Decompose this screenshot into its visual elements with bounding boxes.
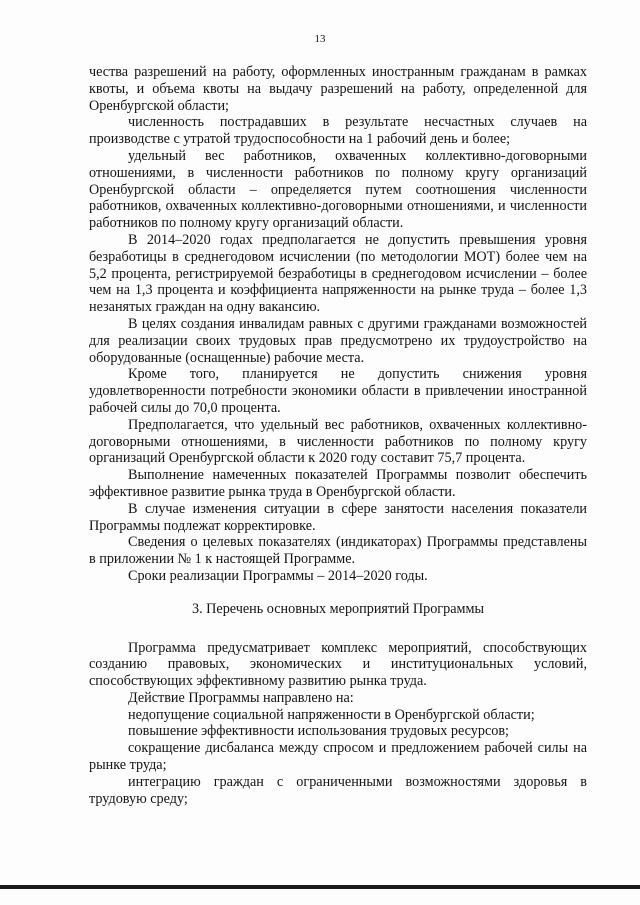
scan-edge-divider <box>0 885 640 889</box>
paragraph: В случае изменения ситуации в сфере занятости населения показатели Программы подлежат корректировке. <box>89 500 587 534</box>
paragraph: Предполагается, что удельный вес работников, охваченных коллективно-договорными отношениями, в численности работников по полному кругу организаций Оренбургской области к 2020 году составит 75,7 процента. <box>89 416 587 467</box>
list-item: интеграцию граждан с ограниченными возможностями здоровья в трудовую среду; <box>89 773 587 807</box>
list-item: сокращение дисбаланса между спросом и предложением рабочей силы на рынке труда; <box>89 740 587 774</box>
paragraph: Сведения о целевых показателях (индикаторах) Программы представлены в приложении № 1 к настоящей Программе. <box>89 534 587 568</box>
paragraph: В 2014–2020 годах предполагается не допустить превышения уровня безработицы в среднегодовом исчислении (по методологии МОТ) более чем на 5,2 процента, регистрируемой безработицы в среднегодовом исчислении – более чем на 1,3 процента и коэффициента напряженности на рынке труда – более 1,3 незанятых граждан на одну вакансию. <box>89 231 587 316</box>
paragraph: чества разрешений на работу, оформленных иностранным гражданам в рамках квоты, и объема квоты на выдачу разрешений на работу, определенной для Оренбургской области; <box>89 64 587 114</box>
paragraph: Сроки реализации Программы – 2014–2020 годы. <box>128 567 428 584</box>
list-item: повышение эффективности использования трудовых ресурсов; <box>128 723 510 740</box>
paragraph: численность пострадавших в результате несчастных случаев на производстве с утратой трудоспособности на 1 рабочий день и более; <box>89 114 587 148</box>
page-number: 13 <box>314 33 326 45</box>
section-heading: 3. Перечень основных мероприятий Программы <box>191 600 485 617</box>
paragraph: удельный вес работников, охваченных коллективно-договорными отношениями, в численности работников по полному кругу организаций Оренбургской области – определяется путем соотношения численности работников, охваченных коллективно-договорными отношениями, и численности работников по полному кругу организаций области. <box>89 147 587 232</box>
paragraph: Действие Программы направлено на: <box>128 689 354 706</box>
paragraph: Выполнение намеченных показателей Программы позволит обеспечить эффективное развитие рынка труда в Оренбургской области. <box>89 467 587 500</box>
paragraph: Программа предусматривает комплекс мероприятий, способствующих созданию правовых, экономических и институциональных условий, способствующих эффективному развитию рынка труда. <box>89 639 587 690</box>
document-body <box>89 64 587 807</box>
paragraph: Кроме того, планируется не допустить снижения уровня удовлетворенности потребности экономики области в привлечении иностранной рабочей силы до 70,0 процента. <box>89 366 587 416</box>
list-item: недопущение социальной напряженности в Оренбургской области; <box>128 706 535 723</box>
paragraph: В целях создания инвалидам равных с другими гражданами возможностей для реализации своих трудовых прав предусмотрено их трудоустройство на оборудованные (оснащенные) рабочие места. <box>89 315 587 366</box>
